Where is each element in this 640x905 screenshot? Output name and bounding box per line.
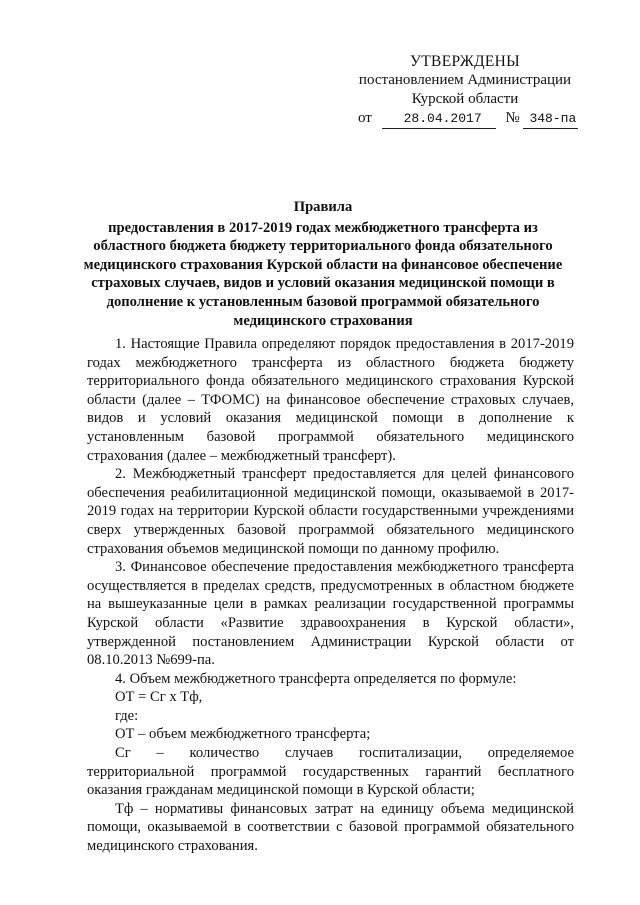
number-label: № xyxy=(505,110,520,126)
from-label: от xyxy=(358,110,372,126)
approval-date: 28.04.2017 xyxy=(382,109,496,129)
paragraph-2: 2. Межбюджетный трансферт предоставляется для целей финансового обеспечения реабилитационной медицинской помощи, оказываемой в 2017-2019 годах на территории Курской области государственными учреждениями сверх утвержденных базовой программой обязательного медицинского страхования объемов медицинской помощи по данному профилю. xyxy=(87,466,574,557)
approval-date-line xyxy=(340,109,590,129)
paragraph-1: 1. Настоящие Правила определяют порядок предоставления в 2017-2019 годах межбюджетного трансферта из областного бюджета бюджету территориального фонда обязательного медицинского страхования Курской области (далее – ТФОМС) на финансовое обеспечение страховых случаев, видов и условий оказания медицинской помощи в дополнение к установленным базовой программой обязательного медицинского страхования (далее – межбюджетный трансферт). xyxy=(87,336,574,464)
approval-stamp xyxy=(340,52,590,129)
approval-line-1: постановлением Администрации xyxy=(358,72,572,88)
title-subtitle: предоставления в 2017-2019 годах межбюджетного трансферта из областного бюджета бюджету территориального фонда обязательного медицинского страхования Курской области на финансовое обеспечение страховых случаев, видов и условий оказания медицинской помощи в дополнение к установленным базовой программой обязательного медицинского страхования xyxy=(83,219,563,329)
approved-heading: УТВЕРЖДЕНЫ xyxy=(410,53,520,70)
paragraph-3: 3. Финансовое обеспечение предоставления межбюджетного трансферта осуществляется в пределах средств, предусмотренных в областном бюджете на вышеуказанные цели в рамках реализации государственной программы Курской области «Развитие здравоохранения в Курской области», утвержденной постановлением Администрации Курской области от 08.10.2013 №699-па. xyxy=(87,559,574,669)
approval-number: 348-па xyxy=(523,109,578,129)
definition-ot: ОТ – объем межбюджетного трансферта; xyxy=(115,726,371,743)
document-title xyxy=(78,198,568,330)
title-heading: Правила xyxy=(293,199,353,215)
paragraph-4: 4. Объем межбюджетного трансферта определяется по формуле: xyxy=(115,670,517,687)
definition-tf: Тф – нормативы финансовых затрат на единицу объема медицинской помощи, оказываемой в соответствии с базовой программой обязательного медицинского страхования. xyxy=(87,800,574,855)
where-label: где: xyxy=(115,707,139,724)
definition-sg: Сг – количество случаев госпитализации, определяемое территориальной программой государственных гарантий бесплатного оказания гражданам медицинской помощи в Курской области; xyxy=(87,745,574,799)
document-body xyxy=(87,335,574,856)
formula: ОТ = Сг х Тф, xyxy=(115,689,203,706)
approval-line-2: Курской области xyxy=(411,91,519,107)
